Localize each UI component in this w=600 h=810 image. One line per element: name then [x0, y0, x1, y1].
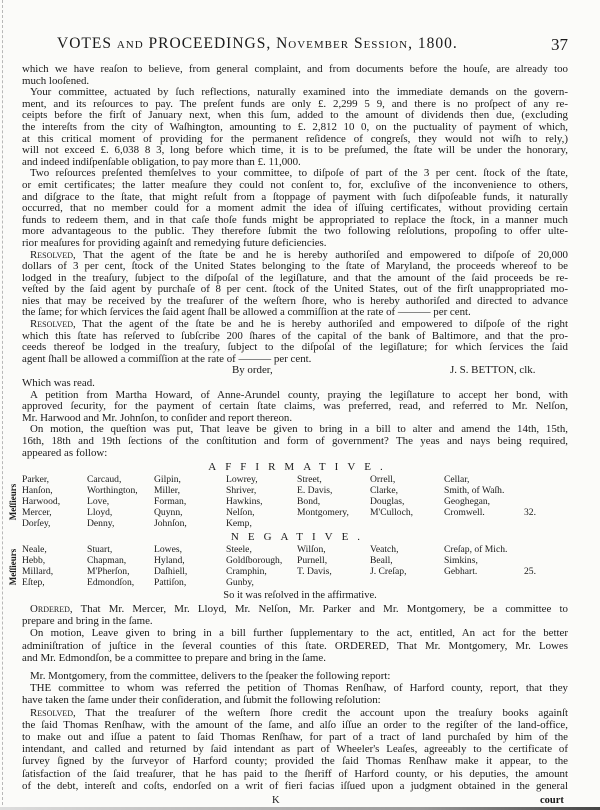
negative-column: [154, 545, 187, 589]
line-text: prepare and bring in the ſame.: [22, 615, 153, 628]
page-number: 37: [551, 35, 568, 54]
text-line: [22, 768, 568, 780]
member-name: Hyland,: [154, 554, 185, 566]
paragraph: [22, 87, 568, 168]
text-line: [22, 615, 568, 627]
line-text: ceipts before the firſt of January next, when this ſum, added to the amount of dividends then due, (excluding: [22, 109, 568, 122]
member-name: Kemp,: [226, 517, 252, 529]
title-year: 1800.: [417, 35, 458, 52]
affirmative-column: [444, 475, 504, 519]
paragraph: [22, 707, 568, 792]
member-name: Goldſborough,: [226, 554, 283, 566]
signature-mark: K: [272, 795, 280, 806]
negative-column: [22, 545, 53, 589]
member-name: Douglas,: [370, 495, 405, 507]
paragraph: [22, 168, 568, 249]
text-line: [30, 670, 568, 682]
member-name: T. Davis,: [297, 565, 332, 577]
text-line: [30, 682, 568, 694]
body-text-top: [22, 64, 568, 459]
paragraph: [22, 319, 568, 365]
member-name: Steele,: [226, 544, 252, 555]
line-text: occurred, that no member could for a moment admit the idea of iſſuing certificates, without providing certain: [22, 202, 568, 215]
member-name: Lowrey,: [226, 474, 258, 485]
text-line: [22, 652, 568, 664]
member-name: Stuart,: [87, 544, 113, 555]
petition-section: [22, 378, 568, 459]
clerk-name: J. S. BETTON, clk.: [450, 364, 536, 377]
member-name: Wilſon,: [297, 544, 326, 555]
text-line: [30, 603, 568, 615]
member-name: Shriver,: [226, 484, 257, 496]
member-name: Simkins,: [444, 554, 478, 566]
line-text: more advantageous to the public. They therefore ſubmit the two following reſolutions, propoſing to offer ulte-: [22, 225, 568, 238]
affirmative-column: [370, 475, 413, 519]
affirmative-list: [0, 475, 600, 530]
paragraph: [22, 390, 568, 425]
member-name: Smith, of Waſh.: [444, 484, 505, 496]
member-name: Gunby,: [226, 576, 254, 588]
affirmative-messieurs-label: Meſſieurs: [8, 483, 18, 521]
body-text-bottom: [22, 603, 568, 792]
member-name: Hanſon,: [22, 484, 53, 496]
line-text: ceeds thereof be lodged in the treaſury, ſubject to the diſpoſal of the legiſlature; for which ſervices the ſaid: [22, 341, 568, 354]
paragraph: [22, 670, 568, 682]
member-name: Cromwell.: [444, 506, 485, 518]
text-line: [22, 64, 568, 76]
member-name: Lowes,: [154, 544, 182, 555]
member-name: Clarke,: [370, 484, 398, 496]
member-name: Hebb,: [22, 554, 46, 566]
line-text: the ſame; for which ſervices the ſaid agent ſhall be allowed a commiſſion at the rate of ——— per cent.: [22, 306, 471, 319]
member-name: J. Creſap,: [370, 565, 407, 577]
member-name: Chapman,: [87, 554, 127, 566]
line-text: Mr. Harwood and Mr. Johnſon, to conſider and report thereon.: [22, 411, 293, 424]
line-text: have taken the ſame under their conſideration, and ſubmit the following reſolution:: [22, 694, 381, 707]
member-name: Pattiſon,: [154, 576, 187, 588]
line-text: rior meaſures for providing againſt and remedying future deficiencies.: [22, 236, 327, 249]
member-name: Bond,: [297, 495, 321, 507]
text-line: [30, 707, 568, 719]
text-line: [22, 731, 568, 743]
member-name: Edmondſon,: [87, 576, 135, 588]
member-name: Creſap, of Mich.: [444, 544, 508, 555]
member-name: Hawkins,: [226, 495, 263, 507]
member-name: M'Culloch,: [370, 506, 414, 518]
paragraph: [22, 603, 568, 627]
member-name: Harwood,: [22, 495, 61, 507]
line-text: Your committee, actuated by ſuch reflections, naturally examined into the immediate demands on the govern-: [30, 86, 568, 99]
page-title: [57, 35, 458, 53]
line-text: which this ſtate has reſerved to ſubſcribe 200 ſhares of the capital of the bank of Baltimore, and that the pro-: [22, 329, 568, 342]
line-text: and diſgrace to the ſtate, that might reſult from a ſtoppage of payment with ſuch diſpoſeable funds, it naturally: [22, 190, 568, 203]
vote-result: So it was reſolved in the affirmative.: [223, 590, 377, 601]
title-votes: VOTES: [57, 35, 112, 52]
line-text: approved ſecurity, for the payment of certain ſtate claims, was preferred, read, and referred to Mr. Nelſon,: [22, 400, 568, 413]
line-text: and Mr. Edmondſon, be a committee to prepare and bring in the ſame.: [22, 651, 326, 664]
affirmative-heading: AFFIRMATIVE.: [208, 461, 392, 473]
affirmative-column: [297, 475, 349, 519]
line-text: That the agent of the ſtate be and he is hereby authoriſed and empowered to diſpoſe of the right: [82, 318, 568, 331]
line-text: intendant, and called and returned by ſaid intendant as part of Wheeler's Leaſes, agreeably to the certificate of: [22, 743, 568, 756]
paragraph: [22, 424, 568, 459]
line-text: ment, and its reſources to pay. The preſent funds are only £. 2,299 5 9, and there is no proſpect of any re-: [22, 97, 568, 110]
text-line: [22, 719, 568, 731]
line-text: the intereſts from the city of Waſhington, amounting to £. 2,812 10 0, on the puctuality of payment of which,: [22, 120, 568, 133]
member-name: Quynn,: [154, 506, 183, 518]
resolutions-section: [22, 64, 568, 365]
title-and: AND: [116, 39, 144, 51]
member-name: Gebhart.: [444, 565, 478, 577]
affirmative-column: [22, 475, 60, 530]
signature-line: [22, 365, 568, 378]
member-name: Gilpin,: [154, 474, 181, 485]
negative-column: [87, 545, 134, 589]
negative-heading: NEGATIVE.: [230, 531, 370, 543]
text-line: [22, 743, 568, 755]
line-text: lodged in the treaſury, ſubject to the diſpoſal of the legiſlature, and that the amount of the ſaid proceeds be re-: [22, 271, 568, 284]
member-name: Denny,: [87, 517, 115, 529]
title-session: November Session,: [276, 35, 413, 52]
member-name: Worthington,: [87, 484, 138, 496]
member-name: Forman,: [154, 495, 187, 507]
line-text: ſurvey ſigned by the ſurveyor of Harford county; provided the ſaid Thomas Renſhaw make it appear, to the: [22, 755, 568, 768]
line-text: A petition from Martha Howard, of Anne-Arundel county, praying the legiſlature to accept her bond, with: [30, 388, 568, 401]
member-name: Orrell,: [370, 474, 396, 485]
member-name: Cramphin,: [226, 565, 267, 577]
line-text: will not exceed £. 6,038 8 3, long before which time, it is to be preſumed, the ſtate will be under the honorary,: [22, 144, 568, 157]
line-text: appeared as follow:: [22, 446, 108, 459]
line-text: Two reſources preſented themſelves to your committee, to diſpoſe of part of the 3 per cent. ſtock of the ſtate,: [30, 167, 568, 180]
member-name: Montgomery,: [297, 506, 349, 518]
member-name: Daſhiell,: [154, 565, 188, 577]
line-text: nies that may be received by the treaſurer of the weſtern ſhore, who is hereby authoriſed and directed to advance: [22, 294, 568, 307]
negative-column: [226, 545, 282, 589]
member-name: Beall,: [370, 554, 393, 566]
negative-list: [0, 545, 600, 589]
text-line: [22, 448, 568, 460]
line-text: funds to redeem them, and in that caſe thoſe funds might be appropriated to replace the ſtock, in a manner much: [22, 213, 568, 226]
paragraph: [22, 627, 568, 664]
member-name: Nelſon,: [226, 506, 255, 518]
affirmative-count: 32.: [524, 506, 536, 518]
line-text: of the debt, intereſt and coſts, endorſed on a writ of fieri facias iſſued upon a judgment obtained in the general: [22, 779, 568, 792]
line-text: much looſened.: [22, 74, 90, 87]
paragraph: [22, 250, 568, 320]
lead-word: Resolved,: [30, 248, 76, 261]
member-name: Veatch,: [370, 544, 399, 555]
catchword: court: [540, 795, 564, 806]
line-text: or emit certificates; the latter meaſure they could not conſent to, for, excluſive of the inconvenience to others,: [22, 178, 568, 191]
member-name: Eſtep,: [22, 576, 45, 588]
member-name: M'Pherſon,: [87, 565, 130, 577]
title-proceedings: PROCEEDINGS,: [148, 35, 272, 52]
line-text: Mr. Montgomery, from the committee, delivers to the ſpeaker the following report:: [30, 670, 391, 683]
member-name: Johnſon,: [154, 517, 187, 529]
line-text: agent ſhall be allowed a commiſſion at the rate of ——— per cent.: [22, 352, 312, 365]
lead-word: Resolved,: [30, 318, 76, 331]
page-edge: [2, 0, 3, 810]
line-text: That Mr. Mercer, Mr. Lloyd, Mr. Nelſon, Mr. Parker and Mr. Montgomery, be a committee to: [80, 603, 568, 615]
member-name: Neale,: [22, 544, 47, 555]
member-name: Love,: [87, 495, 110, 507]
line-text: On motion, Leave given to bring in a bill further ſupplementary to the act, entitled, An act for the better: [30, 627, 568, 640]
text-line: [22, 694, 568, 706]
member-name: Lloyd,: [87, 506, 113, 518]
lead-word: Ordered,: [30, 603, 73, 615]
affirmative-column: [226, 475, 263, 530]
line-text: Which was read.: [22, 376, 95, 389]
paragraph: [22, 64, 568, 87]
line-text: the ſaid Thomas Renſhaw, with the amount of the ſame, and alſo iſſue an order to the regiſter of the land-office,: [22, 718, 568, 731]
line-text: to make out and iſſue a patent to ſaid Thomas Renſhaw, for part of a tract of land purchaſed by him of the: [22, 731, 568, 744]
negative-messieurs-label: Meſſieurs: [8, 548, 18, 586]
line-text: THE committee to whom was referred the petition of Thomas Renſhaw, of Harford county, report, that they: [30, 682, 568, 695]
text-line: [22, 755, 568, 767]
line-text: which we have reaſon to believe, from general complaint, and from documents before the houſe, are already too: [22, 63, 568, 75]
member-name: Cellar,: [444, 474, 470, 485]
line-text: dollars of 3 per cent, ſtock of the United States belonging to the ſtate of Maryland, the proceeds whereof to be: [22, 260, 568, 273]
line-text: ſatisfaction of the ſaid treaſurer, that he has paid to the ſheriff of Harford county, or his deputies, the amount: [22, 767, 568, 780]
text-line: [22, 780, 568, 792]
line-text: and indeed indiſpenſable obligation, to pay more than £. 11,000.: [22, 155, 301, 168]
member-name: Carcaud,: [87, 474, 122, 485]
line-text: adminiſtration of juſtice in the ſeveral counties of this ſtate. ORDERED, That Mr. Montgomery, Mr. Lowes: [22, 639, 568, 652]
by-order: By order,: [232, 364, 273, 377]
line-text: That the agent of the ſtate be and he is hereby authoriſed and empowered to diſpoſe of 20,000: [82, 248, 568, 261]
line-text: veſted by the ſaid agent by purchaſe of 8 per cent. ſtock of the United States, out of the firſt unappropriated mo-: [22, 283, 568, 296]
member-name: Parker,: [22, 474, 50, 485]
paragraph: [22, 682, 568, 706]
member-name: Millard,: [22, 565, 54, 577]
member-name: Purnell,: [297, 554, 328, 566]
text-line: [30, 627, 568, 639]
text-line: [22, 640, 568, 652]
line-text: That the treaſurer of the weſtern ſhore credit the account upon the treaſury books againſt: [85, 706, 568, 719]
negative-count: 25.: [524, 565, 536, 577]
negative-column: [297, 545, 332, 578]
member-name: Miller,: [154, 484, 180, 496]
lead-word: Resolved,: [30, 706, 76, 719]
member-name: Dorſey,: [22, 517, 51, 529]
negative-column: [370, 545, 407, 578]
member-name: Geoghegan,: [444, 495, 491, 507]
member-name: Mercer,: [22, 506, 52, 518]
negative-column: [444, 545, 507, 578]
member-name: E. Davis,: [297, 484, 333, 496]
line-text: On motion, the queſtion was put, That leave be given to bring in a bill to alter and amend the 14th, 15th,: [30, 423, 568, 436]
line-text: at this critical moment of providing for the permanent reſidence of congreſs, they would not wiſh to rely,): [22, 132, 568, 145]
running-header: [0, 35, 600, 55]
line-text: 16th, 18th and 19th ſections of the conſtitution and form of government? The yeas and nays being required,: [22, 434, 568, 447]
affirmative-column: [154, 475, 187, 530]
affirmative-column: [87, 475, 138, 530]
member-name: Street,: [297, 474, 322, 485]
